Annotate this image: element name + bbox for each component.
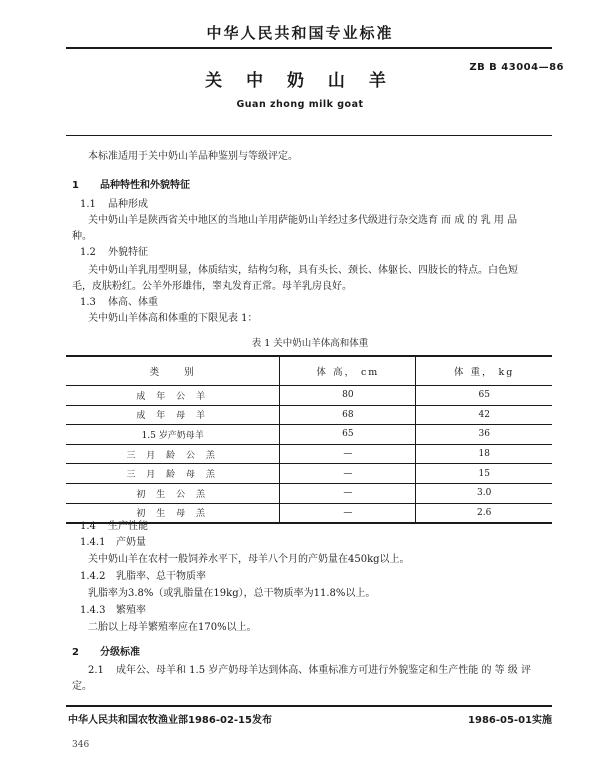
goat-size-table <box>66 355 552 524</box>
cell-weight: 3.0 <box>416 483 552 503</box>
section-2-heading <box>72 643 140 658</box>
section-2-1-text-line1 <box>88 662 550 679</box>
intro-text: 本标准适用于关中奶山羊品种鉴别与等级评定。 <box>88 151 298 162</box>
section-1-2-text-line2: 毛，皮肤粉红。公羊外形雄伟，睾丸发育正常。母羊乳房良好。 <box>72 281 352 292</box>
section-title: 体高、体重 <box>108 297 158 308</box>
section-title: 品种特性和外貌特征 <box>100 180 190 191</box>
footer-rule <box>66 705 552 707</box>
section-title: 生产性能 <box>108 521 148 532</box>
page-subtitle: Guan zhong milk goat <box>236 99 364 110</box>
standard-code: ZB B 43004—86 <box>469 62 564 73</box>
table-header-row <box>66 356 552 386</box>
header-category: 类 别 <box>66 356 280 386</box>
cell-weight: 65 <box>416 386 552 406</box>
section-2-1-text-line2: 定。 <box>72 681 92 692</box>
section-number: 1.3 <box>80 297 96 308</box>
section-title: 品种形成 <box>108 199 148 210</box>
section-1-4-3-heading <box>80 602 146 619</box>
table-row <box>66 464 552 484</box>
cell-category: 三 月 龄 母 羔 <box>66 464 280 484</box>
section-title: 乳脂率、总干物质率 <box>116 571 206 582</box>
table-caption: 表 1 关中奶山羊体高和体重 <box>251 338 369 349</box>
section-number: 2 <box>72 647 79 658</box>
page-title: 关 中 奶 山 羊 <box>205 71 395 91</box>
cell-category: 成 年 母 羊 <box>66 405 280 425</box>
section-number: 1.4.1 <box>80 537 106 548</box>
cell-height: 80 <box>280 386 416 406</box>
section-1-3-heading <box>80 294 158 311</box>
header-height: 体 高， cm <box>280 356 416 386</box>
standard-name: 中华人民共和国专业标准 <box>206 24 394 42</box>
section-1-4-2-text: 乳脂率为3.8%（或乳脂量在19kg），总干物质率为11.8%以上。 <box>88 588 376 599</box>
cell-category: 初 生 公 羔 <box>66 483 280 503</box>
section-1-4-2-heading <box>80 568 206 585</box>
section-1-3-text: 关中奶山羊体高和体重的下限见表 1： <box>88 313 258 324</box>
section-1-heading <box>72 176 190 191</box>
cell-height: 65 <box>280 425 416 445</box>
section-1-1-text-line2: 种。 <box>72 231 92 242</box>
cell-height: 68 <box>280 405 416 425</box>
issuer-text: 中华人民共和国农牧渔业部1986-02-15发布 <box>68 715 272 726</box>
cell-height: — <box>280 483 416 503</box>
section-1-1-heading <box>80 196 148 213</box>
table-row <box>66 483 552 503</box>
header-weight: 体 重， kg <box>416 356 552 386</box>
table-row <box>66 425 552 445</box>
cell-height: — <box>280 464 416 484</box>
section-number: 1.1 <box>80 199 96 210</box>
section-1-2-heading <box>80 244 148 261</box>
cell-weight: 36 <box>416 425 552 445</box>
section-1-4-3-text: 二胎以上母羊繁殖率应在170%以上。 <box>88 622 257 633</box>
cell-weight: 2.6 <box>416 503 552 523</box>
table-row <box>66 444 552 464</box>
section-1-4-1-heading <box>80 534 146 551</box>
cell-weight: 42 <box>416 405 552 425</box>
section-number: 1.4.2 <box>80 571 106 582</box>
section-title: 外貌特征 <box>108 247 148 258</box>
cell-category: 初 生 母 羔 <box>66 503 280 523</box>
section-1-1-text-line1: 关中奶山羊是陕西省关中地区的当地山羊用萨能奶山羊经过多代级进行杂交选育 而 成 的 乳 用 品 <box>88 215 518 226</box>
cell-height: — <box>280 503 416 523</box>
section-1-2-text-line1: 关中奶山羊乳用型明显，体质结实，结构匀称，具有头长、颈长、体躯长、四肢长的特点。白色短 <box>88 265 518 276</box>
table-row <box>66 405 552 425</box>
title-rule <box>66 135 552 136</box>
cell-category: 1.5 岁产奶母羊 <box>66 425 280 445</box>
section-1-4-1-text: 关中奶山羊在农村一般饲养水平下，母羊八个月的产奶量在450kg以上。 <box>88 554 410 565</box>
section-title: 分级标准 <box>100 647 140 658</box>
cell-weight: 18 <box>416 444 552 464</box>
section-1-4-heading <box>80 518 148 535</box>
section-number: 1.4 <box>80 521 96 532</box>
header-rule <box>66 47 552 49</box>
section-number: 1.4.3 <box>80 605 106 616</box>
section-number: 1 <box>72 180 79 191</box>
table-row <box>66 386 552 406</box>
cell-height: — <box>280 444 416 464</box>
cell-category: 成 年 公 羊 <box>66 386 280 406</box>
section-title: 繁殖率 <box>116 605 146 616</box>
effective-date: 1986-05-01实施 <box>468 715 552 726</box>
section-title: 产奶量 <box>116 537 146 548</box>
section-number: 2.1 <box>88 665 104 676</box>
section-text: 成年公、母羊和 1.5 岁产奶母羊达到体高、体重标准方可进行外貌鉴定和生产性能 的 等 级 评 <box>116 665 531 676</box>
section-number: 1.2 <box>80 247 96 258</box>
cell-category: 三 月 龄 公 羔 <box>66 444 280 464</box>
cell-weight: 15 <box>416 464 552 484</box>
page-number: 346 <box>72 740 90 750</box>
